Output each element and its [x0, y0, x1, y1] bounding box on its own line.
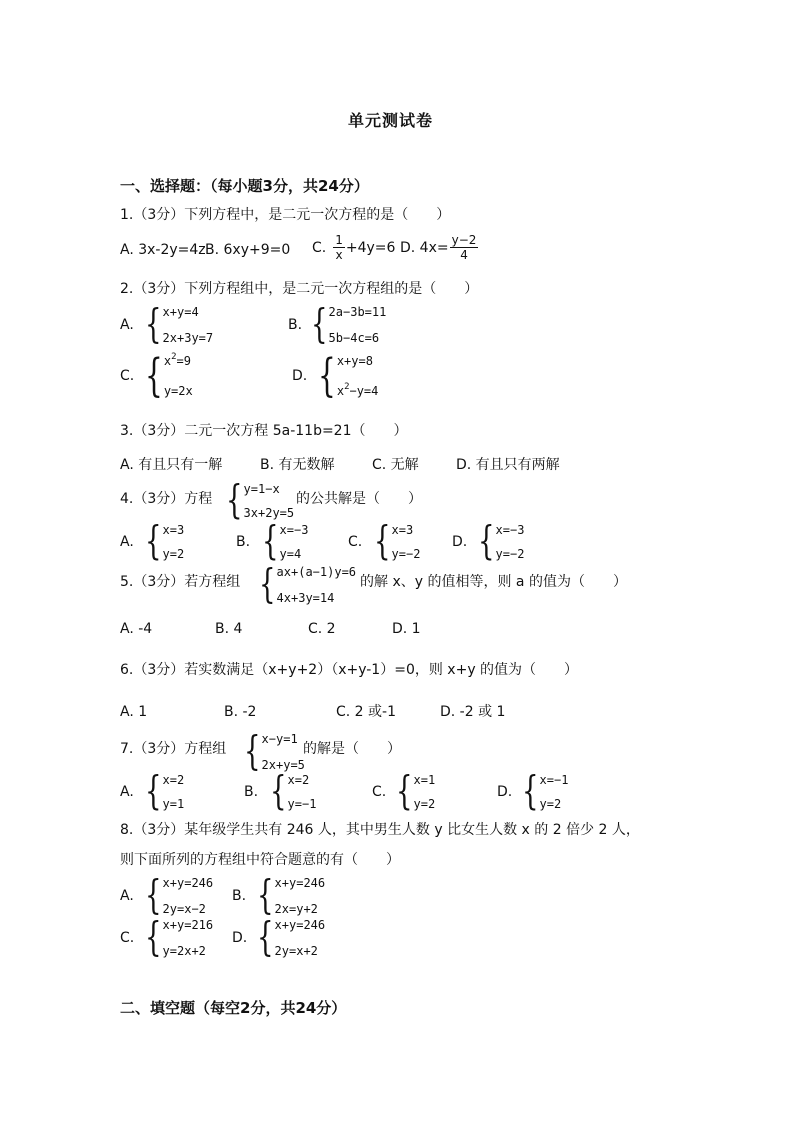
option-a: A. 1 [120, 704, 148, 720]
equation-system [270, 769, 317, 815]
option-label: B. [236, 534, 251, 550]
option-label: C. [120, 368, 135, 384]
equation: y=2x [163, 384, 193, 398]
equation-system [259, 561, 357, 609]
equation: x+y=8 [336, 354, 373, 368]
left-brace: { [145, 301, 162, 349]
numerator: y−2 [451, 233, 477, 247]
equation-system [396, 769, 436, 815]
left-brace: { [226, 478, 243, 524]
option-label: C. [120, 930, 135, 946]
equation: x+y=246 [162, 876, 214, 890]
equation-system [145, 872, 214, 920]
equation-system [257, 914, 326, 962]
question-stem: 的公共解是（ ） [296, 491, 422, 507]
equation: 2x+y=5 [261, 758, 305, 772]
equation-system [226, 478, 295, 524]
equation: y=2 [162, 547, 185, 561]
left-brace: { [311, 301, 328, 349]
option-d: D. 1 [392, 621, 421, 637]
equation: x=−1 [539, 773, 569, 787]
equation-system [145, 519, 185, 565]
section-heading: 一、选择题：（每小题3分，共24分） [120, 177, 369, 195]
equation: 2a−3b=11 [328, 305, 387, 319]
equation: x+y=246 [274, 918, 326, 932]
question-stem: 的解 x、y 的值相等，则 a 的值为（ ） [360, 574, 627, 590]
equation-system [145, 301, 214, 349]
equation: y=2 [413, 797, 436, 811]
fraction [333, 233, 345, 262]
equation: 4x+3y=14 [276, 591, 335, 605]
question-stem: 2.（3分）下列方程组中，是二元一次方程组的是（ ） [120, 281, 479, 297]
equation: 2x+3y=7 [162, 331, 214, 345]
equation-system [311, 301, 387, 349]
equation: x+y=4 [162, 305, 199, 319]
option-label: A. [120, 888, 134, 904]
left-brace: { [374, 519, 391, 565]
option-d: D. -2 或 1 [440, 704, 506, 720]
left-brace: { [257, 872, 274, 920]
option-label: D. [292, 368, 308, 384]
question-stem: 8.（3分）某年级学生共有 246 人，其中男生人数 y 比女生人数 x 的 2 倍少 2 人， [120, 822, 640, 838]
numerator: 1 [335, 233, 343, 247]
left-brace: { [145, 914, 162, 962]
option-label: A. [120, 534, 134, 550]
question-stem: 5.（3分）若方程组 [120, 574, 241, 590]
left-brace: { [145, 519, 162, 565]
equation: x+y=216 [162, 918, 214, 932]
equation-system [318, 348, 379, 402]
left-brace: { [145, 769, 162, 815]
option-label: B. [244, 784, 259, 800]
option-d [400, 233, 479, 262]
equation: x=3 [391, 523, 414, 537]
equation-system [478, 519, 525, 565]
equation: $x^2=9$ [163, 352, 191, 368]
page-title: 单元测试卷 [348, 111, 434, 130]
equation: 2y=x−2 [162, 902, 206, 916]
option-label: C. [372, 784, 387, 800]
equation: y=−2 [391, 547, 421, 561]
option-a: A. 3x-2y=4z [120, 242, 206, 258]
left-brace: { [396, 769, 413, 815]
equation-system [145, 769, 185, 815]
option-label: B. [232, 888, 247, 904]
equation: $x^2-y=4$ [336, 382, 379, 398]
option-text: +4y=6 [345, 239, 396, 256]
equation: y=−2 [495, 547, 525, 561]
left-brace: { [522, 769, 539, 815]
option-a: A. -4 [120, 621, 153, 637]
equation-system [145, 914, 214, 962]
equation: x=3 [162, 523, 185, 537]
equation: 3x+2y=5 [243, 506, 295, 520]
question-stem: 6.（3分）若实数满足（x+y+2）（x+y-1）=0，则 x+y 的值为（ ） [120, 662, 579, 678]
equation: y=2 [539, 797, 562, 811]
left-brace: { [259, 561, 276, 609]
option-label: D. [232, 930, 248, 946]
equation: ax+(a−1)y=6 [276, 565, 357, 579]
equation: x−y=1 [261, 732, 298, 746]
question-stem: 的解是（ ） [303, 741, 401, 757]
left-brace: { [257, 914, 274, 962]
equation: x=1 [413, 773, 436, 787]
option-label: B. [288, 317, 303, 333]
equation-system [522, 769, 569, 815]
left-brace: { [318, 348, 336, 402]
equation-system [262, 519, 309, 565]
option-d: D. 有且只有两解 [456, 457, 560, 473]
equation: y=1−x [243, 482, 280, 496]
left-brace: { [262, 519, 279, 565]
equation: x=2 [162, 773, 185, 787]
option-b: B. -2 [224, 704, 257, 720]
equation-system [244, 728, 305, 776]
option-b: B. 6xy+9=0 [205, 242, 291, 258]
left-brace: { [244, 728, 261, 776]
fraction [450, 233, 479, 262]
option-c: C. 无解 [372, 457, 419, 473]
equation: y=−1 [287, 797, 317, 811]
equation: 5b−4c=6 [328, 331, 380, 345]
equation-system [145, 348, 193, 402]
question-stem: 则下面所列的方程组中符合题意的有（ ） [120, 852, 400, 868]
option-b: B. 4 [215, 621, 243, 637]
equation: y=4 [279, 547, 302, 561]
option-c [312, 233, 395, 262]
left-brace: { [145, 872, 162, 920]
option-label: D. [497, 784, 513, 800]
denominator: 4 [460, 248, 468, 262]
left-brace: { [478, 519, 495, 565]
option-label: A. [120, 317, 134, 333]
option-b: B. 有无数解 [260, 457, 335, 473]
question-stem: 7.（3分）方程组 [120, 741, 227, 757]
left-brace: { [145, 348, 163, 402]
equation-system [374, 519, 421, 565]
option-label: D. 4x= [400, 239, 449, 256]
left-brace: { [270, 769, 287, 815]
question-stem: 4.（3分）方程 [120, 491, 213, 507]
equation: x=−3 [279, 523, 309, 537]
option-label: C. [348, 534, 363, 550]
equation: y=1 [162, 797, 185, 811]
question-stem: 1.（3分）下列方程中，是二元一次方程的是（ ） [120, 207, 451, 223]
option-label: D. [452, 534, 468, 550]
equation: x=2 [287, 773, 310, 787]
equation: y=2x+2 [162, 944, 206, 958]
option-a: A. 有且只有一解 [120, 457, 223, 473]
equation: 2x=y+2 [274, 902, 318, 916]
equation-system [257, 872, 326, 920]
option-label: C. [312, 239, 327, 256]
equation: x=−3 [495, 523, 525, 537]
denominator: x [335, 248, 343, 262]
section-heading: 二、填空题（每空2分，共24分） [120, 999, 347, 1017]
option-label: A. [120, 784, 134, 800]
equation: 2y=x+2 [274, 944, 318, 958]
option-c: C. 2 或-1 [336, 704, 396, 720]
option-c: C. 2 [308, 621, 336, 637]
question-stem: 3.（3分）二元一次方程 5a-11b=21（ ） [120, 423, 408, 439]
equation: x+y=246 [274, 876, 326, 890]
